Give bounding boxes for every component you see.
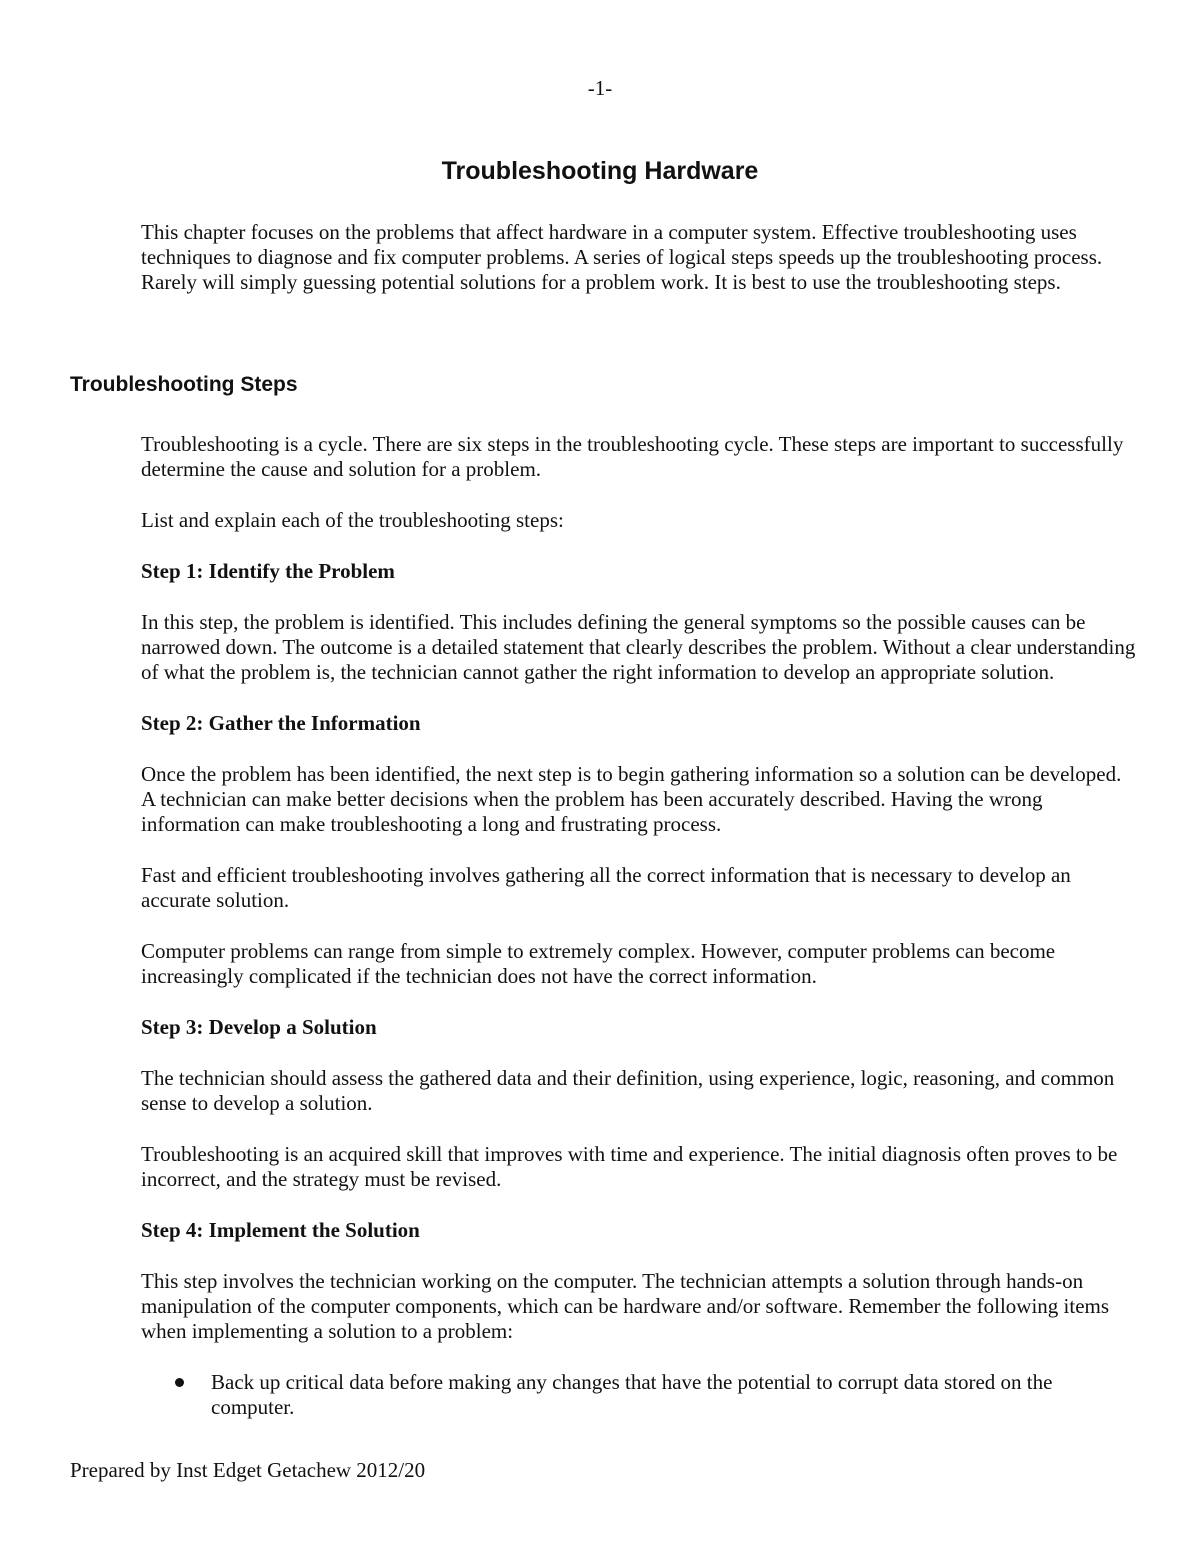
step-2-paragraph: Once the problem has been identified, the next step is to begin gathering information so a solution can be developed. A technician can make better decisions when the problem has been accurately described. Having the wrong information can make troubleshooting a long and frustrating process.	[141, 762, 1122, 836]
step-3-heading: Step 3: Develop a Solution	[141, 1015, 377, 1039]
step-2-paragraph: Computer problems can range from simple to extremely complex. However, computer problems can become increasingly complicated if the technician does not have the correct information.	[141, 939, 1056, 988]
step-1-paragraph: In this step, the problem is identified. This includes defining the general symptoms so the possible causes can be narrowed down. The outcome is a detailed statement that clearly describes the problem. Without a clear understanding of what the problem is, the technician cannot gather the right information to develop an appropriate solution.	[141, 610, 1136, 684]
step-3-paragraph: Troubleshooting is an acquired skill that improves with time and experience. The initial diagnosis often proves to be incorrect, and the strategy must be revised.	[141, 1142, 1118, 1191]
step-4-heading: Step 4: Implement the Solution	[141, 1218, 420, 1242]
document-title: Troubleshooting Hardware	[441, 157, 759, 185]
step-3-paragraph: The technician should assess the gathered data and their definition, using experience, logic, reasoning, and common sense to develop a solution.	[141, 1066, 1115, 1115]
step-2-paragraph: Fast and efficient troubleshooting involves gathering all the correct information that is necessary to develop an accurate solution.	[141, 863, 1071, 912]
section-paragraph: Troubleshooting is a cycle. There are six steps in the troubleshooting cycle. These steps are important to successfully determine the cause and solution for a problem.	[141, 432, 1124, 481]
page-number: -1-	[587, 76, 613, 100]
bullet-text: Back up critical data before making any changes that have the potential to corrupt data stored on the computer.	[211, 1370, 1053, 1419]
step-1-heading: Step 1: Identify the Problem	[141, 559, 395, 583]
section-body	[141, 432, 1136, 1420]
section-heading: Troubleshooting Steps	[70, 373, 298, 396]
bullet-item	[141, 1370, 1136, 1420]
section-paragraph: List and explain each of the troubleshooting steps:	[141, 508, 564, 532]
bullet-dot-icon	[175, 1378, 184, 1387]
step-4-bullet-list	[141, 1370, 1136, 1420]
page-footer: Prepared by Inst Edget Getachew 2012/20	[70, 1458, 426, 1482]
intro-paragraph: This chapter focuses on the problems that affect hardware in a computer system. Effective troubleshooting uses techniques to diagnose and fix computer problems. A series of logical steps speeds up the troubleshooting process. Rarely will simply guessing potential solutions for a problem work. It is best to use the troubleshooting steps.	[141, 220, 1103, 294]
step-4-paragraph: This step involves the technician working on the computer. The technician attempts a solution through hands-on manipulation of the computer components, which can be hardware and/or software. Remember the following items when implementing a solution to a problem:	[141, 1269, 1110, 1343]
step-2-heading: Step 2: Gather the Information	[141, 711, 421, 735]
